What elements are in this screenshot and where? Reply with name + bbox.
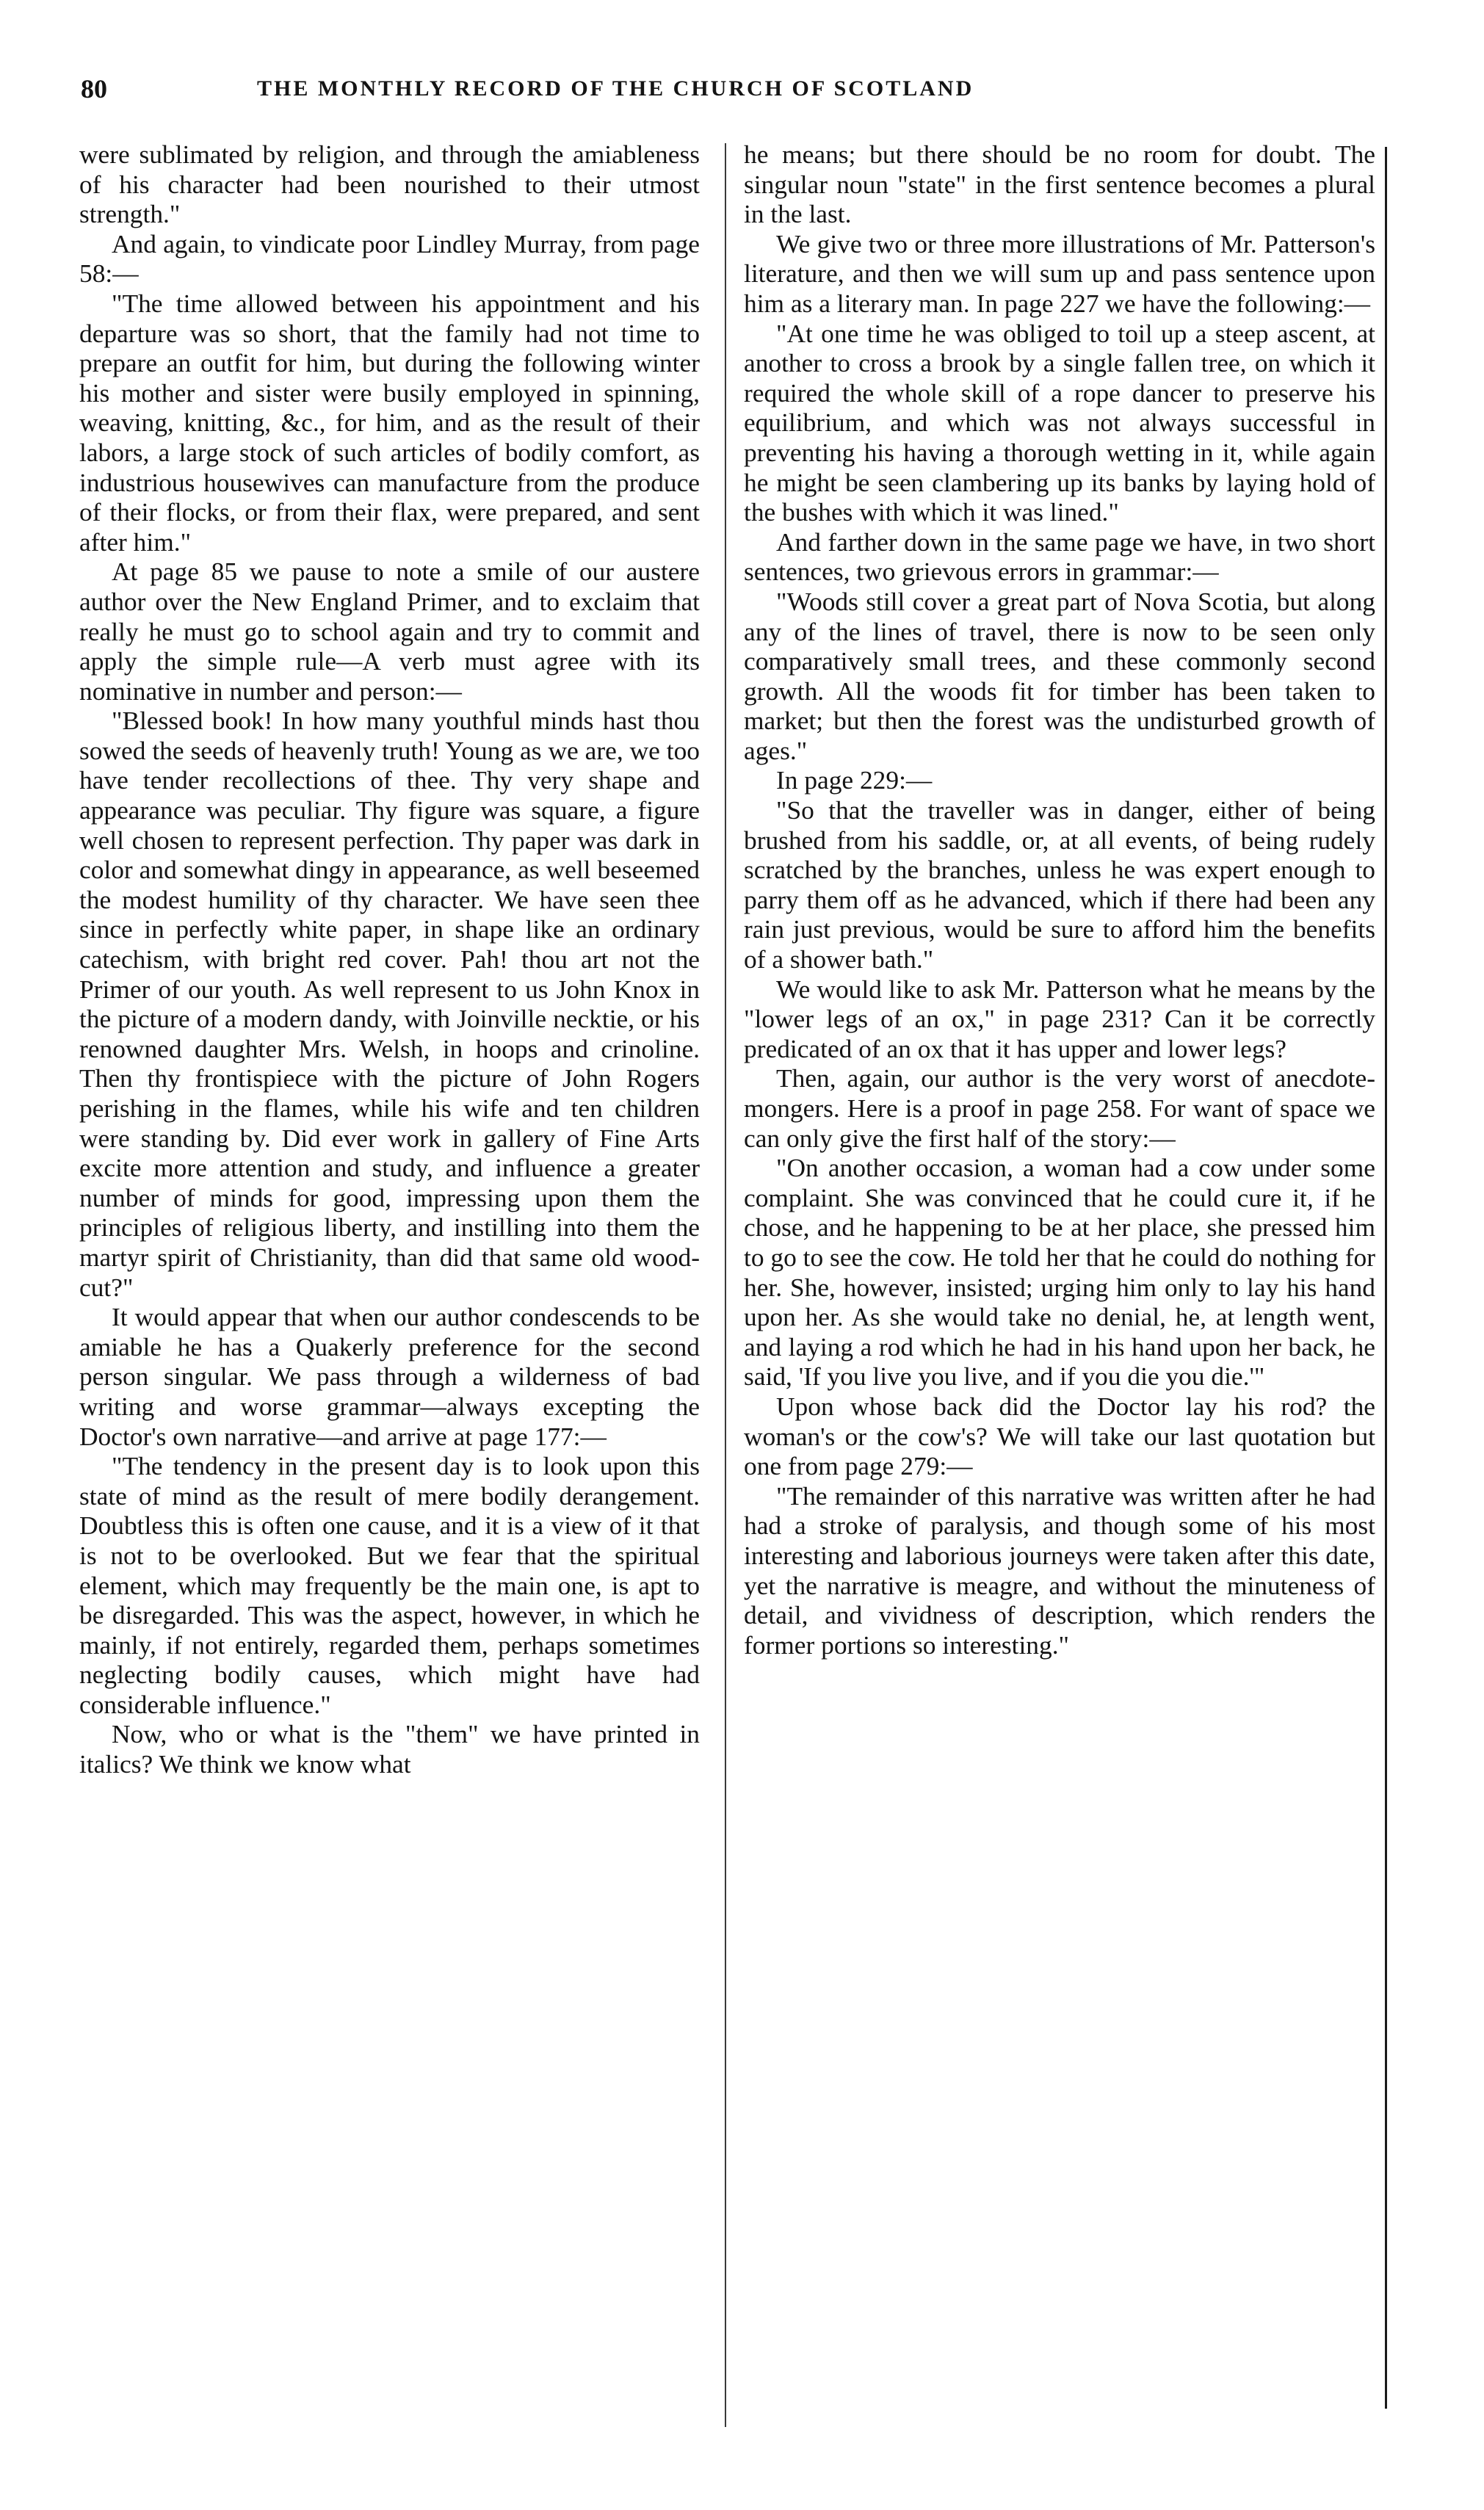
block-quote: "On another occasion, a woman had a cow under some complaint. She was convinced that he could cure it, if he chose, and he happening to be at her place, she pressed him to go to see the cow. He told her that he could do nothing for her. She, however, insisted; urging him only to lay his hand upon her. As she would take no denial, he, at length went, and laying a rod which he had in his hand upon her back, he said, 'If you live you live, and if you die you die.'" — [744, 1153, 1375, 1392]
paragraph: It would appear that when our author condescends to be amiable he has a Quakerly preference for the second person singular. We pass through a wilderness of bad writing and worse grammar—always excepting the Doctor's own narrative—and arrive at page 177:— — [79, 1302, 700, 1451]
page-number: 80 — [81, 74, 107, 104]
page-edge-rule — [1385, 147, 1387, 2409]
paragraph: were sublimated by religion, and through the amiableness of his character had been nourished to their utmost strength." — [79, 140, 700, 229]
block-quote: "Woods still cover a great part of Nova Scotia, but along any of the lines of travel, there is now to be seen only comparatively small trees, and these commonly second growth. All the woods fit for timber has been taken to market; but then the forest was the undisturbed growth of ages." — [744, 586, 1375, 765]
paragraph: he means; but there should be no room for doubt. The singular noun "state" in the first sentence becomes a plural in the last. — [744, 140, 1375, 229]
block-quote: "At one time he was obliged to toil up a steep ascent, at another to cross a brook by a single fallen tree, on which it required the whole skill of a rope dancer to preserve his equilibrium, and which was not always successful in preventing his having a thorough wetting in it, while again he might be seen clambering up its banks by laying hold of the bushes with which it was lined." — [744, 318, 1375, 527]
paragraph: In page 229:— — [776, 765, 933, 795]
block-quote: "The time allowed between his appointment and his departure was so short, that the family had not time to prepare an outfit for him, but during the following winter his mother and sister were busily employed in spinning, weaving, knitting, &c., for him, and as the result of their labors, a large stock of such articles of bodily comfort, as industrious housewives can manufacture from the produce of their flocks, or from their flax, were prepared, and sent after him." — [79, 288, 700, 557]
paragraph: Upon whose back did the Doctor lay his rod? the woman's or the cow's? We will take our last quotation but one from page 279:— — [744, 1391, 1375, 1481]
block-quote: "The remainder of this narrative was written after he had had a stroke of paralysis, and though some of his most interesting and laborious journeys were taken after this date, yet the narrative is meagre, and without the minuteness of detail, and vividness of description, which renders the former portions so interesting." — [744, 1480, 1375, 1660]
block-quote: "Blessed book! In how many youthful minds hast thou sowed the seeds of heavenly truth! Young as we are, we too have tender recollections of thee. Thy very shape and appearance was peculiar. Thy figure was square, a figure well chosen to represent perfection. Thy paper was dark in color and somewhat dingy in appearance, as well beseemed the modest humility of thy character. We have seen thee since in perfectly white paper, in shape like an ordinary catechism, with bright red cover. Pah! thou art not the Primer of our youth. As well represent to us John Knox in the picture of a modern dandy, with Joinville necktie, or his renowned daughter Mrs. Welsh, in hoops and crinoline. Then thy frontispiece with the picture of John Rogers perishing in the flames, while his wife and ten children were standing by. Did ever work in gallery of Fine Arts excite more attention and study, and influence a greater number of minds for good, impressing upon them the principles of religious liberty, and instilling into them the martyr spirit of Christianity, than did that same old wood-cut?" — [79, 706, 700, 1302]
paragraph: And farther down in the same page we have, in two short sentences, two grievous errors in grammar:— — [744, 527, 1375, 587]
right-column — [744, 140, 1375, 1660]
running-head — [81, 73, 1373, 117]
paragraph: We give two or three more illustrations of Mr. Patterson's literature, and then we will sum up and pass sentence upon him as a literary man. In page 227 we have the following:— — [744, 228, 1375, 318]
column-divider — [725, 143, 726, 2427]
journal-title: THE MONTHLY RECORD OF THE CHURCH OF SCOTLAND — [257, 76, 974, 101]
paragraph: At page 85 we pause to note a smile of our austere author over the New England Primer, and to exclaim that really he must go to school again and try to commit and apply the simple rule—A verb must agree with its nominative in number and person:— — [79, 557, 700, 706]
paragraph: And again, to vindicate poor Lindley Murray, from page 58:— — [79, 228, 700, 289]
block-quote: "So that the traveller was in danger, either of being brushed from his saddle, or, at all events, of being rudely scratched by the branches, unless he was expert enough to parry them off as he advanced, which if there had been any rain just previous, would be sure to afford him the benefits of a shower bath." — [744, 795, 1375, 974]
paragraph: Now, who or what is the "them" we have printed in italics? We think we know what — [79, 1719, 700, 1779]
left-column — [79, 140, 700, 1779]
paragraph: We would like to ask Mr. Patterson what he means by the "lower legs of an ox," in page 231? Can it be correctly predicated of an ox that it has upper and lower legs? — [744, 974, 1375, 1063]
block-quote: "The tendency in the present day is to look upon this state of mind as the result of mere bodily derangement. Doubtless this is often one cause, and it is a view of it that is not to be overlooked. But we fear that the spiritual element, which may frequently be the main one, is apt to be disregarded. This was the aspect, however, in which he mainly, if not entirely, regarded them, perhaps sometimes neglecting bodily causes, which might have had considerable influence." — [79, 1451, 700, 1719]
paragraph: Then, again, our author is the very worst of anecdote-mongers. Here is a proof in page 258. For want of space we can only give the first half of the story:— — [744, 1063, 1375, 1153]
